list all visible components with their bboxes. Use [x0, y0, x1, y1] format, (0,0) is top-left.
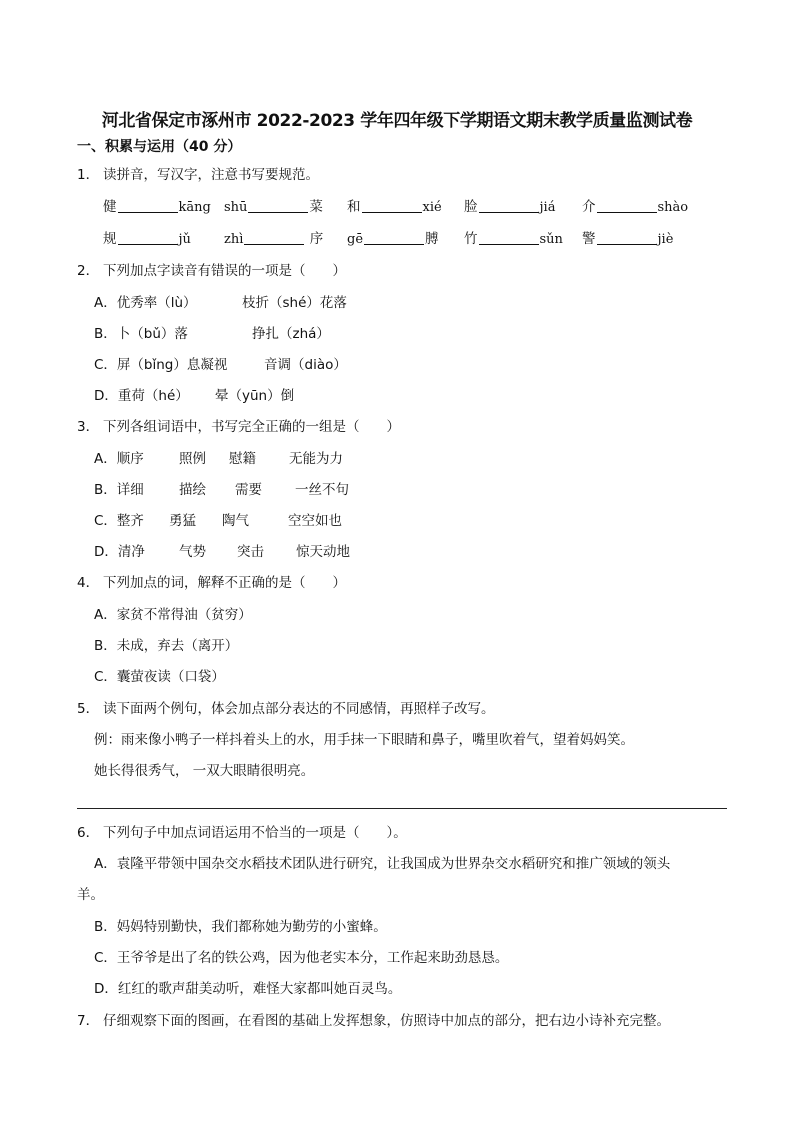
pinyin-item: 警 jiè — [582, 231, 674, 247]
option-b[interactable]: B．妈妈特别勤快，我们都称她为勤劳的小蜜蜂。 — [94, 919, 387, 935]
question-text: 下列句子中加点词语运用不恰当的一项是（ ）。 — [103, 825, 407, 841]
question-number: 5． — [77, 701, 100, 717]
answer-blank[interactable] — [597, 198, 657, 213]
question-number: 2． — [77, 263, 100, 279]
question-text: 下列各组词语中，书写完全正确的一组是（ ） — [103, 419, 400, 435]
pinyin-item: 竹 sǔn — [464, 231, 563, 247]
option-d[interactable]: D．红红的歌声甜美动听，难怪大家都叫她百灵鸟。 — [94, 981, 402, 997]
prompt-sentence: 她长得很秀气， 一双大眼睛很明亮。 — [94, 763, 315, 779]
option-a[interactable]: A．顺序 照例 慰籍 无能为力 — [94, 451, 343, 467]
example-sentence: 例：雨来像小鸭子一样抖着头上的水，用手抹一下眼睛和鼻子，嘴里吹着气，望着妈妈笑。 — [94, 732, 634, 748]
question-7 — [77, 1012, 670, 1030]
answer-blank[interactable] — [248, 198, 308, 213]
answer-blank[interactable] — [479, 198, 539, 213]
answer-blank[interactable] — [364, 230, 424, 245]
pinyin-item: shū 菜 — [224, 199, 323, 215]
pinyin-item: 和 xié — [347, 199, 442, 215]
answer-blank[interactable] — [479, 230, 539, 245]
pinyin-item: 规 jǔ — [103, 231, 191, 247]
question-text: 读下面两个例句，体会加点部分表达的不同感情，再照样子改写。 — [103, 701, 495, 717]
question-number: 6． — [77, 825, 100, 841]
pinyin-item: 健 kāng — [103, 199, 211, 215]
question-number: 4． — [77, 575, 100, 591]
option-a[interactable]: A．优秀率（lù） 枝折（shé）花落 — [94, 295, 347, 311]
question-number: 3． — [77, 419, 100, 435]
section-heading: 一、积累与运用（40 分） — [77, 139, 242, 155]
pinyin-item: gē 膊 — [347, 231, 439, 247]
answer-line[interactable] — [77, 808, 727, 809]
question-3 — [77, 418, 400, 436]
answer-blank[interactable] — [244, 230, 304, 245]
question-number: 7． — [77, 1013, 100, 1029]
page-title: 河北省保定市涿州市 2022-2023 学年四年级下学期语文期末教学质量监测试卷 — [101, 111, 693, 131]
answer-blank[interactable] — [118, 198, 178, 213]
question-6 — [77, 824, 407, 842]
question-text: 下列加点的词，解释不正确的是（ ） — [103, 575, 346, 591]
question-2 — [77, 262, 346, 280]
option-c[interactable]: C．囊萤夜读（口袋） — [94, 669, 225, 685]
question-number: 1． — [77, 167, 100, 183]
question-4 — [77, 574, 346, 592]
answer-blank[interactable] — [118, 230, 178, 245]
question-1 — [77, 166, 319, 184]
option-b[interactable]: B．卜（bǔ）落 挣扎（zhá） — [94, 326, 330, 342]
option-a[interactable]: A．袁隆平带领中国杂交水稻技术团队进行研究，让我国成为世界杂交水稻研究和推广领域的领头 — [94, 856, 671, 872]
answer-blank[interactable] — [362, 198, 422, 213]
option-b[interactable]: B．详细 描绘 需要 一丝不句 — [94, 482, 349, 498]
question-text: 仔细观察下面的图画，在看图的基础上发挥想象，仿照诗中加点的部分，把右边小诗补充完整。 — [103, 1013, 670, 1029]
answer-blank[interactable] — [597, 230, 657, 245]
option-c[interactable]: C．整齐 勇猛 陶气 空空如也 — [94, 513, 342, 529]
question-5 — [77, 700, 495, 718]
question-text: 下列加点字读音有错误的一项是（ ） — [103, 263, 346, 279]
option-c[interactable]: C．王爷爷是出了名的铁公鸡，因为他老实本分，工作起来助劲恳恳。 — [94, 950, 509, 966]
option-a-continued: 羊。 — [77, 887, 104, 903]
question-text: 读拼音，写汉字，注意书写要规范。 — [103, 167, 319, 183]
option-d[interactable]: D．清净 气势 突击 惊天动地 — [94, 544, 350, 560]
option-b[interactable]: B．未成，弃去（离开） — [94, 638, 239, 654]
pinyin-item: zhì 序 — [224, 231, 324, 247]
option-a[interactable]: A．家贫不常得油（贫穷） — [94, 607, 252, 623]
pinyin-item: 介 shào — [582, 199, 689, 215]
option-c[interactable]: C．屏（bǐng）息凝视 音调（diào） — [94, 357, 347, 373]
option-d[interactable]: D．重荷（hé） 晕（yūn）倒 — [94, 388, 295, 404]
pinyin-item: 脸 jiá — [464, 199, 556, 215]
